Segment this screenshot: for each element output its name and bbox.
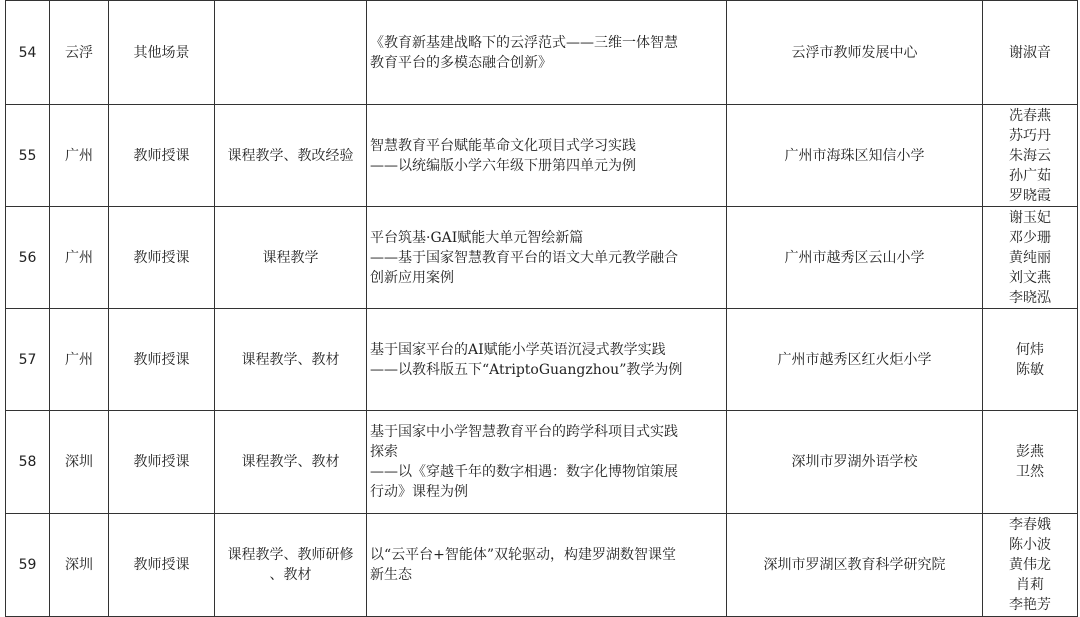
title-line: 智慧教育平台赋能革命文化项目式学习实践 [370, 137, 636, 154]
table-row [6, 1, 1078, 105]
authors-cell [983, 309, 1078, 411]
case-title-cell [367, 411, 727, 514]
case-title-cell [367, 1, 727, 105]
author-name: 朱海云 [1009, 147, 1051, 164]
type-cell [215, 1, 367, 105]
title-line: 行动》课程为例 [370, 484, 468, 500]
type-line: 课程教学、教材 [241, 454, 340, 470]
unit-cell: 深圳市罗湖区教育科学研究院 [727, 514, 983, 617]
title-line: 基于国家中小学智慧教育平台的跨学科项目式实践 [370, 424, 678, 440]
authors-cell [983, 207, 1078, 309]
unit-cell: 广州市越秀区云山小学 [727, 207, 983, 309]
author-name: 黄伟龙 [1009, 557, 1051, 573]
title-line: 新生态 [370, 567, 412, 583]
city-cell: 广州 [50, 309, 109, 411]
row-number: 56 [6, 207, 50, 309]
scene-cell: 教师授课 [109, 207, 215, 309]
city-cell: 深圳 [50, 514, 109, 617]
author-name: 孙广茹 [1009, 167, 1051, 184]
table-row [6, 309, 1078, 411]
unit-cell: 深圳市罗湖外语学校 [727, 411, 983, 514]
row-number: 54 [6, 1, 50, 105]
scene-cell: 教师授课 [109, 309, 215, 411]
case-title-cell [367, 105, 727, 207]
row-number: 57 [6, 309, 50, 411]
title-line: ——以教科版五下“AtriptoGuangzhou”教学为例 [370, 361, 683, 378]
type-cell [215, 514, 367, 617]
author-name: 陈敏 [1016, 361, 1044, 378]
title-line: 《教育新基建战略下的云浮范式——三维一体智慧 [370, 34, 678, 51]
type-line: 课程教学、教材 [241, 351, 340, 368]
type-cell [215, 105, 367, 207]
type-cell [215, 411, 367, 514]
author-name: 苏巧丹 [1009, 127, 1051, 144]
title-line: ——基于国家智慧教育平台的语文大单元教学融合 [370, 249, 678, 266]
author-name: 谢玉妃 [1009, 209, 1051, 226]
author-name: 卫然 [1016, 464, 1044, 480]
case-title-cell [367, 309, 727, 411]
title-line: ——以统编版小学六年级下册第四单元为例 [370, 157, 636, 174]
awards-table [5, 0, 1078, 617]
authors-cell [983, 105, 1078, 207]
scene-cell: 教师授课 [109, 105, 215, 207]
case-title-cell [367, 514, 727, 617]
city-cell: 深圳 [50, 411, 109, 514]
type-line: 课程教学、教师研修 [227, 547, 354, 563]
row-number: 58 [6, 411, 50, 514]
author-name: 李春娥 [1009, 517, 1051, 533]
unit-cell: 广州市海珠区知信小学 [727, 105, 983, 207]
author-name: 谢淑音 [1009, 44, 1051, 61]
table-row [6, 411, 1078, 514]
author-name: 刘文燕 [1009, 269, 1051, 286]
author-name: 李艳芳 [1009, 597, 1051, 613]
type-line: 课程教学 [262, 249, 319, 266]
author-name: 陈小波 [1009, 537, 1051, 553]
authors-cell [983, 514, 1078, 617]
city-cell: 广州 [50, 105, 109, 207]
scene-cell: 其他场景 [109, 1, 215, 105]
author-name: 邓少珊 [1009, 229, 1051, 246]
city-cell: 广州 [50, 207, 109, 309]
title-line: 探索 [370, 444, 398, 460]
scene-cell: 教师授课 [109, 514, 215, 617]
author-name: 彭燕 [1016, 444, 1044, 460]
unit-cell: 广州市越秀区红火炬小学 [727, 309, 983, 411]
case-title-cell [367, 207, 727, 309]
authors-cell [983, 411, 1078, 514]
author-name: 李晓泓 [1009, 289, 1051, 306]
table-row [6, 514, 1078, 617]
type-line: 课程教学、教改经验 [227, 147, 354, 164]
title-line: ——以《穿越千年的数字相遇：数字化博物馆策展 [370, 464, 678, 480]
author-name: 黄纯丽 [1009, 249, 1051, 266]
author-name: 罗晓霞 [1009, 187, 1051, 204]
table-row [6, 105, 1078, 207]
title-line: 基于国家平台的AI赋能小学英语沉浸式教学实践 [370, 341, 666, 358]
type-cell [215, 207, 367, 309]
title-line: 平台筑基·GAI赋能大单元智绘新篇 [370, 229, 584, 246]
unit-cell: 云浮市教师发展中心 [727, 1, 983, 105]
type-cell [215, 309, 367, 411]
scene-cell: 教师授课 [109, 411, 215, 514]
city-cell: 云浮 [50, 1, 109, 105]
author-name: 何炜 [1016, 341, 1044, 358]
author-name: 冼春燕 [1009, 107, 1051, 124]
title-line: 教育平台的多模态融合创新》 [370, 54, 552, 71]
title-line: 创新应用案例 [370, 269, 454, 286]
row-number: 55 [6, 105, 50, 207]
row-number: 59 [6, 514, 50, 617]
type-line: 、教材 [269, 567, 312, 583]
author-name: 肖莉 [1016, 577, 1044, 593]
table-row [6, 207, 1078, 309]
title-line: 以“云平台+智能体”双轮驱动，构建罗湖数智课堂 [370, 547, 677, 563]
authors-cell [983, 1, 1078, 105]
